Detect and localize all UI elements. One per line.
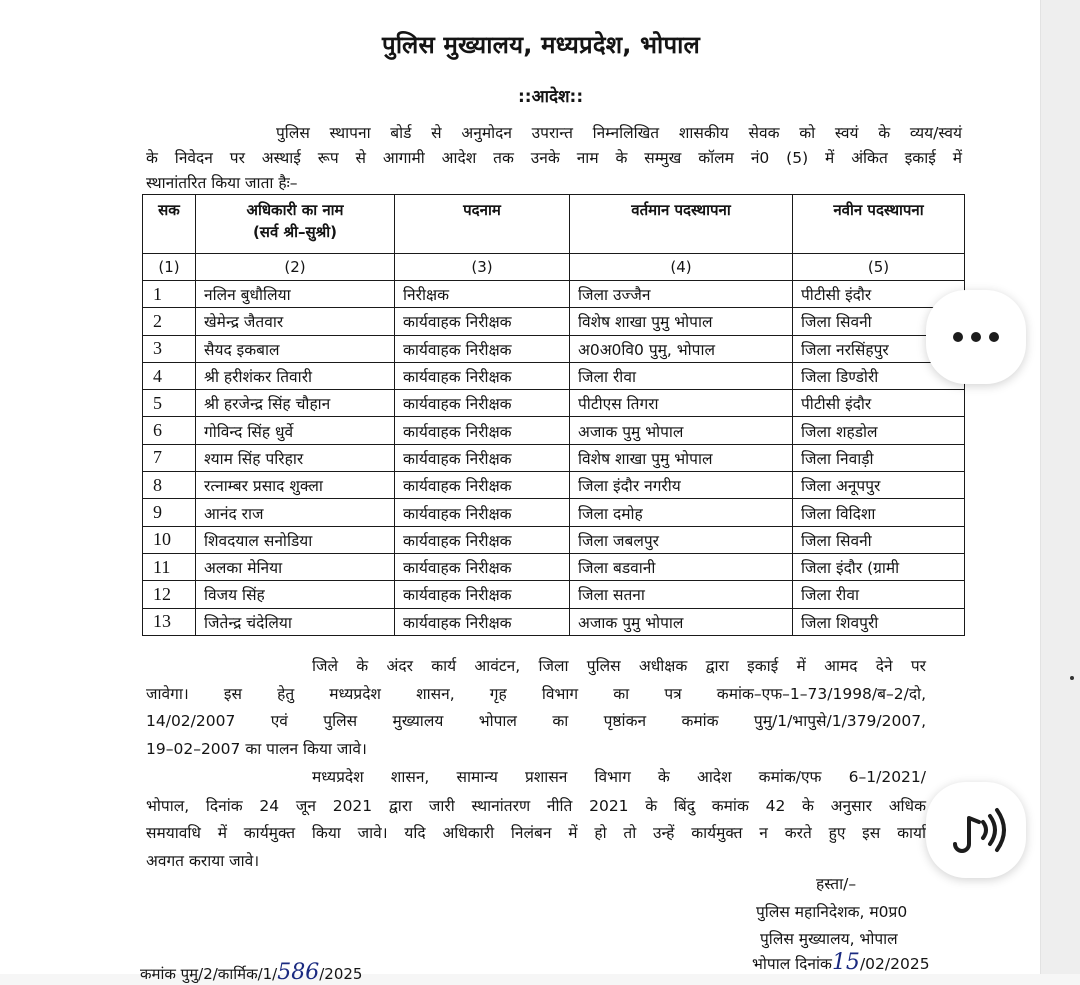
- cell-new-posting: जिला विदिशा: [793, 499, 965, 526]
- cell-officer-name: श्याम सिंह परिहार: [196, 444, 395, 471]
- cell-new-posting: जिला निवाड़ी: [793, 444, 965, 471]
- para2-line-4: 19–02–2007 का पालन किया जावे।: [146, 740, 367, 758]
- intro-line-3: स्थानांतरित किया जाता हैः–: [146, 174, 298, 192]
- cell-serial: 1: [143, 281, 196, 308]
- cell-current-posting: अजाक पुमु भोपाल: [570, 608, 793, 635]
- cell-current-posting: जिला रीवा: [570, 362, 793, 389]
- header-current-posting: वर्तमान पदस्थापना: [570, 195, 793, 254]
- cell-serial: 10: [143, 526, 196, 553]
- cell-current-posting: विशेष शाखा पुमु भोपाल: [570, 444, 793, 471]
- cell-officer-name: श्री हरजेन्द्र सिंह चौहान: [196, 390, 395, 417]
- signature-date-day: 15: [831, 950, 860, 975]
- signature-date-rest: /02/2025: [859, 955, 930, 973]
- cell-new-posting: जिला डिण्डोरी: [793, 362, 965, 389]
- column-number-row: [143, 254, 965, 281]
- read-aloud-icon: [945, 804, 1007, 856]
- cell-designation: कार्यवाहक निरीक्षक: [395, 526, 570, 553]
- para2-line-3: 14/02/2007 एवं पुलिस मुख्यालय भोपाल का पृष्ठांकन कमांक पुमु/1/भापुसे/1/379/2007,: [146, 712, 926, 730]
- cell-new-posting: जिला अनूपपुर: [793, 472, 965, 499]
- cell-officer-name: नलिन बुधौलिया: [196, 281, 395, 308]
- para2-line-2: जावेगा। इस हेतु मध्यप्रदेश शासन, गृह विभाग का पत्र कमांक–एफ–1–73/1998/ब–2/दो,: [146, 685, 926, 703]
- column-number: (3): [395, 254, 570, 281]
- cell-current-posting: विशेष शाखा पुमु भोपाल: [570, 308, 793, 335]
- header-officer-name-line1: अधिकारी का नाम: [246, 201, 344, 219]
- table-row: [143, 308, 965, 335]
- cell-designation: निरीक्षक: [395, 281, 570, 308]
- cell-current-posting: जिला उज्जैन: [570, 281, 793, 308]
- table-row: [143, 417, 965, 444]
- cell-new-posting: जिला सिवनी: [793, 526, 965, 553]
- para3-line-3: समयावधि में कार्यमुक्त किया जावे। यदि अधिकारी निलंबन में हो तो उन्हें कार्यमुक्त न करते हुए इस कार्या: [146, 824, 926, 842]
- file-number-handwritten: 586: [277, 960, 320, 985]
- cell-designation: कार्यवाहक निरीक्षक: [395, 553, 570, 580]
- cell-designation: कार्यवाहक निरीक्षक: [395, 444, 570, 471]
- header-new-posting: नवीन पदस्थापना: [793, 195, 965, 254]
- cell-serial: 2: [143, 308, 196, 335]
- file-number-line: [140, 960, 362, 985]
- cell-serial: 13: [143, 608, 196, 635]
- table-row: [143, 553, 965, 580]
- order-heading: ::आदेश::: [518, 87, 584, 107]
- para3-line-2: भोपाल, दिनांक 24 जून 2021 द्वारा जारी स्थानांतरण नीति 2021 के बिंदु कमांक 42 के अनुसार अधिक: [146, 797, 926, 815]
- cell-serial: 5: [143, 390, 196, 417]
- cell-officer-name: अलका मेनिया: [196, 553, 395, 580]
- transfer-table: [142, 194, 965, 636]
- cell-serial: 12: [143, 581, 196, 608]
- cell-serial: 8: [143, 472, 196, 499]
- document-title: पुलिस मुख्यालय, मध्यप्रदेश, भोपाल: [382, 31, 700, 59]
- intro-line-2: के निवेदन पर अस्थाई रूप से आगामी आदेश तक उनके नाम के सम्मुख कॉलम नं0 (5) में अंकित इकाई में: [146, 149, 962, 167]
- table-row: [143, 472, 965, 499]
- cell-new-posting: जिला इंदौर (ग्रामी: [793, 553, 965, 580]
- cell-officer-name: रत्नाम्बर प्रसाद शुक्ला: [196, 472, 395, 499]
- table-header-row: [143, 195, 965, 254]
- cell-designation: कार्यवाहक निरीक्षक: [395, 308, 570, 335]
- cell-designation: कार्यवाहक निरीक्षक: [395, 362, 570, 389]
- cell-officer-name: आनंद राज: [196, 499, 395, 526]
- file-number-prefix: कमांक पुमु/2/कार्मिक/1/: [140, 965, 278, 983]
- cell-serial: 11: [143, 553, 196, 580]
- cell-new-posting: पीटीसी इंदौर: [793, 281, 965, 308]
- intro-line-1: पुलिस स्थापना बोर्ड से अनुमोदन उपरान्त निम्नलिखित शासकीय सेवक को स्वयं के व्यय/स्वयं: [276, 124, 962, 142]
- cell-serial: 9: [143, 499, 196, 526]
- file-number-year: /2025: [319, 965, 363, 983]
- signatory-office: पुलिस मुख्यालय, भोपाल: [760, 930, 898, 948]
- cell-officer-name: श्री हरीशंकर तिवारी: [196, 362, 395, 389]
- cell-designation: कार्यवाहक निरीक्षक: [395, 608, 570, 635]
- table-row: [143, 390, 965, 417]
- read-aloud-button[interactable]: [926, 782, 1026, 878]
- cell-officer-name: गोविन्द सिंह धुर्वे: [196, 417, 395, 444]
- page-edge-mark: [1070, 676, 1074, 680]
- cell-current-posting: जिला जबलपुर: [570, 526, 793, 553]
- table-row: [143, 362, 965, 389]
- para2-line-1: जिले के अंदर कार्य आवंटन, जिला पुलिस अधीक्षक द्वारा इकाई में आमद देने पर: [312, 657, 926, 675]
- cell-current-posting: जिला बडवानी: [570, 553, 793, 580]
- table-row: [143, 499, 965, 526]
- signed-marker: हस्ता/–: [816, 875, 857, 893]
- header-officer-name-line2: (सर्व श्री–सुश्री): [252, 223, 338, 241]
- column-number: (2): [196, 254, 395, 281]
- viewer-margin: [1040, 0, 1080, 974]
- table-row: [143, 581, 965, 608]
- table-row: [143, 526, 965, 553]
- cell-designation: कार्यवाहक निरीक्षक: [395, 417, 570, 444]
- cell-current-posting: पीटीएस तिगरा: [570, 390, 793, 417]
- column-number: (4): [570, 254, 793, 281]
- cell-officer-name: जितेन्द्र चंदेलिया: [196, 608, 395, 635]
- signature-date-prefix: भोपाल दिनांक: [752, 955, 832, 973]
- column-number: (1): [143, 254, 196, 281]
- cell-officer-name: सैयद इकबाल: [196, 335, 395, 362]
- cell-current-posting: अजाक पुमु भोपाल: [570, 417, 793, 444]
- cell-designation: कार्यवाहक निरीक्षक: [395, 581, 570, 608]
- table-row: [143, 444, 965, 471]
- table-row: [143, 335, 965, 362]
- cell-current-posting: जिला दमोह: [570, 499, 793, 526]
- cell-serial: 3: [143, 335, 196, 362]
- cell-designation: कार्यवाहक निरीक्षक: [395, 335, 570, 362]
- cell-officer-name: खेमेन्द्र जैतवार: [196, 308, 395, 335]
- header-serial: सक: [143, 195, 196, 254]
- more-options-button[interactable]: [926, 290, 1026, 384]
- cell-designation: कार्यवाहक निरीक्षक: [395, 499, 570, 526]
- cell-serial: 4: [143, 362, 196, 389]
- cell-new-posting: पीटीसी इंदौर: [793, 390, 965, 417]
- cell-new-posting: जिला रीवा: [793, 581, 965, 608]
- cell-designation: कार्यवाहक निरीक्षक: [395, 390, 570, 417]
- cell-officer-name: विजय सिंह: [196, 581, 395, 608]
- table-row: [143, 608, 965, 635]
- para3-line-1: मध्यप्रदेश शासन, सामान्य प्रशासन विभाग के आदेश कमांक/एफ 6–1/2021/: [312, 768, 926, 786]
- cell-serial: 7: [143, 444, 196, 471]
- more-horizontal-icon: [953, 332, 999, 342]
- cell-serial: 6: [143, 417, 196, 444]
- cell-officer-name: शिवदयाल सनोडिया: [196, 526, 395, 553]
- column-number: (5): [793, 254, 965, 281]
- header-designation: पदनाम: [395, 195, 570, 254]
- signature-date: [752, 950, 930, 975]
- cell-new-posting: जिला शिवपुरी: [793, 608, 965, 635]
- cell-designation: कार्यवाहक निरीक्षक: [395, 472, 570, 499]
- para3-line-4: अवगत कराया जावे।: [146, 852, 260, 870]
- signatory-designation: पुलिस महानिदेशक, म0प्र0: [756, 903, 908, 921]
- table-row: [143, 281, 965, 308]
- header-officer-name: [196, 195, 395, 254]
- cell-current-posting: अ0अ0वि0 पुमु, भोपाल: [570, 335, 793, 362]
- cell-current-posting: जिला इंदौर नगरीय: [570, 472, 793, 499]
- cell-new-posting: जिला नरसिंहपुर: [793, 335, 965, 362]
- cell-new-posting: जिला शहडोल: [793, 417, 965, 444]
- cell-current-posting: जिला सतना: [570, 581, 793, 608]
- cell-new-posting: जिला सिवनी: [793, 308, 965, 335]
